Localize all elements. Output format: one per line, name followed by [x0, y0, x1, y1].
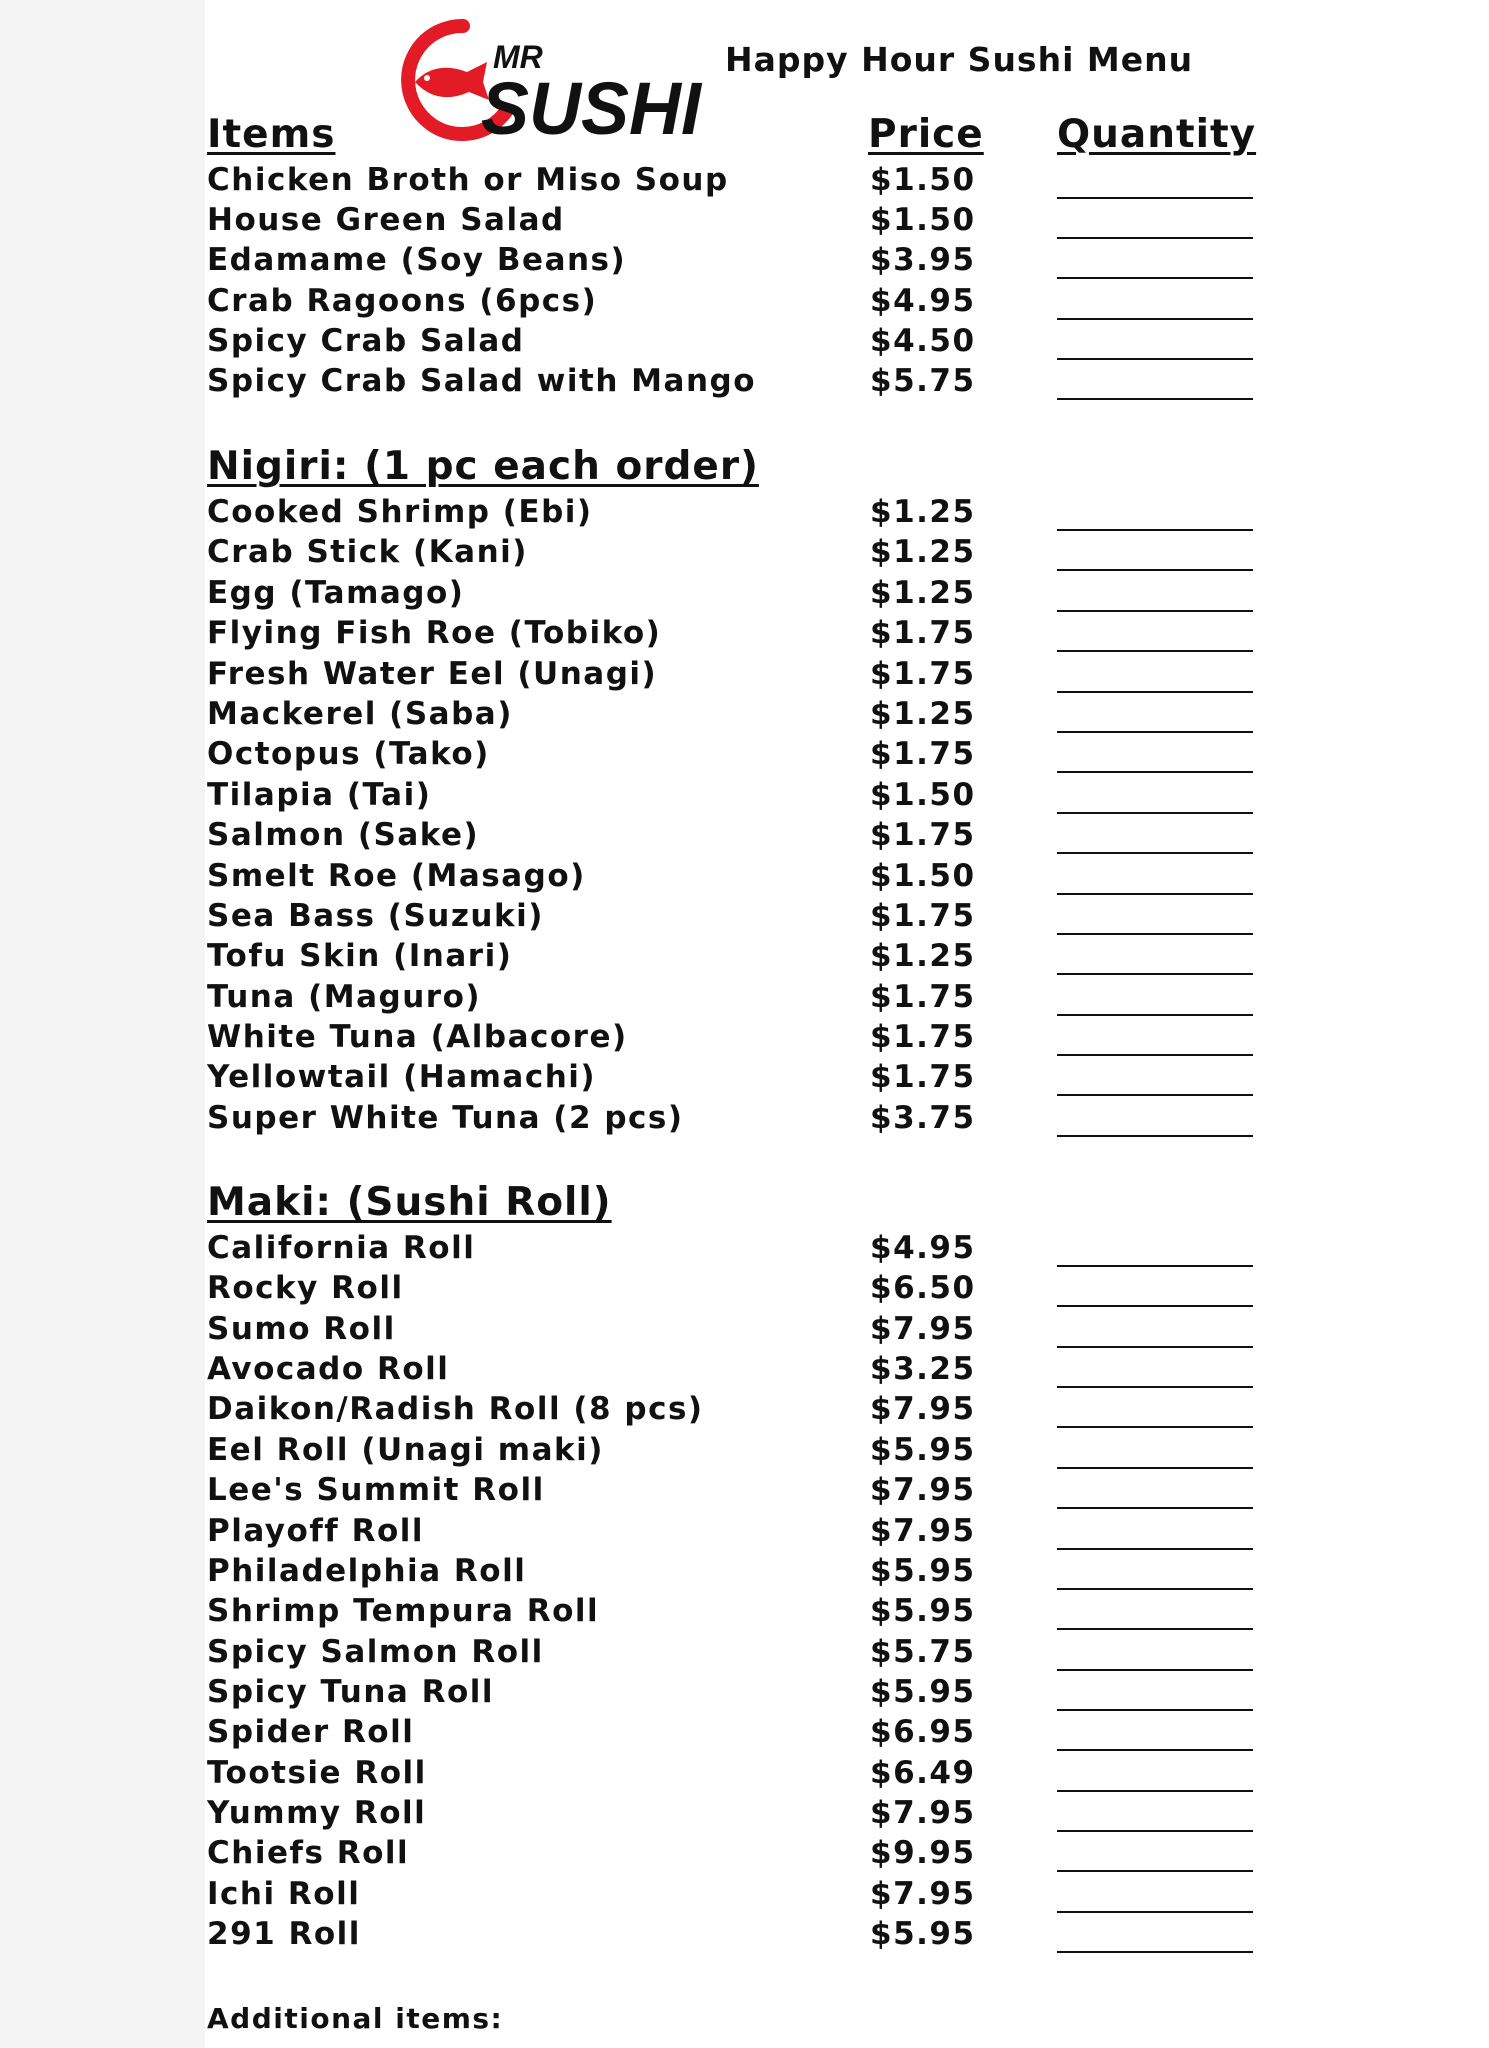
quantity-blank	[1057, 610, 1253, 612]
item-name: Egg (Tamago)	[207, 575, 465, 611]
item-name: Spider Roll	[207, 1714, 415, 1750]
menu-item	[205, 534, 1305, 574]
item-price: $5.95	[870, 1432, 976, 1468]
item-price: $5.75	[870, 363, 976, 399]
quantity-blank	[1057, 1588, 1253, 1590]
item-price: $5.75	[870, 1634, 976, 1670]
quantity-blank	[1057, 237, 1253, 239]
menu-page	[205, 0, 1489, 2048]
item-price: $4.95	[870, 1230, 976, 1266]
quantity-blank	[1057, 1749, 1253, 1751]
item-name: Avocado Roll	[207, 1351, 450, 1387]
item-price: $7.95	[870, 1311, 976, 1347]
quantity-blank	[1057, 1709, 1253, 1711]
quantity-blank	[1057, 731, 1253, 733]
menu-item	[205, 1059, 1305, 1099]
maki-section-heading: Maki: (Sushi Roll)	[207, 1180, 612, 1225]
item-price: $1.25	[870, 534, 976, 570]
menu-item	[205, 1795, 1305, 1835]
quantity-blank	[1057, 569, 1253, 571]
quantity-blank	[1057, 650, 1253, 652]
item-name: Fresh Water Eel (Unagi)	[207, 656, 658, 692]
menu-item	[205, 858, 1305, 898]
menu-title: Happy Hour Sushi Menu	[725, 40, 1194, 79]
item-name: 291 Roll	[207, 1916, 361, 1952]
item-price: $1.50	[870, 162, 976, 198]
menu-item	[205, 494, 1305, 534]
item-name: Tilapia (Tai)	[207, 777, 432, 813]
menu-item	[205, 323, 1305, 363]
svg-text:MR: MR	[493, 39, 543, 75]
menu-item	[205, 1351, 1305, 1391]
quantity-blank	[1057, 771, 1253, 773]
quantity-blank	[1057, 1951, 1253, 1953]
item-price: $1.75	[870, 1059, 976, 1095]
quantity-blank	[1057, 277, 1253, 279]
item-price: $5.95	[870, 1916, 976, 1952]
item-price: $7.95	[870, 1795, 976, 1831]
item-price: $1.75	[870, 615, 976, 651]
item-price: $7.95	[870, 1513, 976, 1549]
quantity-blank	[1057, 933, 1253, 935]
menu-item	[205, 1634, 1305, 1674]
item-name: Yellowtail (Hamachi)	[207, 1059, 597, 1095]
menu-item	[205, 615, 1305, 655]
item-price: $1.25	[870, 696, 976, 732]
item-price: $1.75	[870, 1019, 976, 1055]
quantity-blank	[1057, 1346, 1253, 1348]
menu-item	[205, 1391, 1305, 1431]
quantity-blank	[1057, 1014, 1253, 1016]
item-price: $7.95	[870, 1472, 976, 1508]
item-name: Tootsie Roll	[207, 1755, 427, 1791]
item-price: $5.95	[870, 1553, 976, 1589]
menu-item	[205, 242, 1305, 282]
item-price: $5.95	[870, 1593, 976, 1629]
item-price: $6.50	[870, 1270, 976, 1306]
item-name: Flying Fish Roe (Tobiko)	[207, 615, 662, 651]
quantity-blank	[1057, 1305, 1253, 1307]
menu-item	[205, 1472, 1305, 1512]
menu-item	[205, 1100, 1305, 1140]
item-price: $1.75	[870, 736, 976, 772]
item-price: $3.75	[870, 1100, 976, 1136]
additional-items-label: Additional items:	[207, 2002, 504, 2035]
quantity-blank	[1057, 358, 1253, 360]
item-price: $4.95	[870, 283, 976, 319]
menu-item	[205, 1714, 1305, 1754]
menu-item	[205, 202, 1305, 242]
item-name: Tuna (Maguro)	[207, 979, 482, 1015]
quantity-blank	[1057, 812, 1253, 814]
quantity-blank	[1057, 1507, 1253, 1509]
item-price: $4.50	[870, 323, 976, 359]
menu-item	[205, 1270, 1305, 1310]
item-name: Lee's Summit Roll	[207, 1472, 545, 1508]
quantity-blank	[1057, 1265, 1253, 1267]
quantity-blank	[1057, 893, 1253, 895]
item-name: Chicken Broth or Miso Soup	[207, 162, 729, 198]
menu-item	[205, 1674, 1305, 1714]
menu-item	[205, 696, 1305, 736]
item-name: Daikon/Radish Roll (8 pcs)	[207, 1391, 704, 1427]
item-price: $1.50	[870, 858, 976, 894]
menu-item	[205, 575, 1305, 615]
quantity-blank	[1057, 1386, 1253, 1388]
quantity-blank	[1057, 398, 1253, 400]
item-name: Eel Roll (Unagi maki)	[207, 1432, 604, 1468]
quantity-column-header: Quantity	[1057, 112, 1257, 157]
menu-item	[205, 1553, 1305, 1593]
item-name: Smelt Roe (Masago)	[207, 858, 586, 894]
item-price: $3.25	[870, 1351, 976, 1387]
quantity-blank	[1057, 1628, 1253, 1630]
item-price: $1.50	[870, 202, 976, 238]
item-name: Rocky Roll	[207, 1270, 404, 1306]
item-name: Octopus (Tako)	[207, 736, 490, 772]
item-price: $1.25	[870, 575, 976, 611]
quantity-blank	[1057, 691, 1253, 693]
item-price: $7.95	[870, 1876, 976, 1912]
menu-item	[205, 817, 1305, 857]
item-name: Shrimp Tempura Roll	[207, 1593, 600, 1629]
quantity-blank	[1057, 1870, 1253, 1872]
menu-item	[205, 1835, 1305, 1875]
item-price: $5.95	[870, 1674, 976, 1710]
menu-item	[205, 979, 1305, 1019]
item-name: Edamame (Soy Beans)	[207, 242, 627, 278]
item-price: $3.95	[870, 242, 976, 278]
item-name: Mackerel (Saba)	[207, 696, 513, 732]
item-name: Spicy Salmon Roll	[207, 1634, 544, 1670]
item-name: White Tuna (Albacore)	[207, 1019, 628, 1055]
item-name: Philadelphia Roll	[207, 1553, 527, 1589]
svg-text:SUSHI: SUSHI	[481, 67, 703, 142]
menu-item	[205, 736, 1305, 776]
item-name: Spicy Crab Salad with Mango	[207, 363, 757, 399]
mr-sushi-logo	[375, 12, 705, 142]
item-price: $1.25	[870, 938, 976, 974]
item-name: Ichi Roll	[207, 1876, 361, 1912]
item-name: Cooked Shrimp (Ebi)	[207, 494, 593, 530]
price-column-header: Price	[868, 112, 984, 157]
item-price: $1.75	[870, 979, 976, 1015]
item-price: $7.95	[870, 1391, 976, 1427]
quantity-blank	[1057, 1911, 1253, 1913]
quantity-blank	[1057, 973, 1253, 975]
nigiri-section-heading: Nigiri: (1 pc each order)	[207, 444, 759, 489]
item-price: $1.75	[870, 656, 976, 692]
item-name: Salmon (Sake)	[207, 817, 480, 853]
quantity-blank	[1057, 529, 1253, 531]
quantity-blank	[1057, 318, 1253, 320]
menu-item	[205, 1432, 1305, 1472]
menu-item	[205, 363, 1305, 403]
item-name: Spicy Tuna Roll	[207, 1674, 495, 1710]
quantity-blank	[1057, 1790, 1253, 1792]
menu-item	[205, 1019, 1305, 1059]
item-name: Sumo Roll	[207, 1311, 396, 1347]
menu-item	[205, 1513, 1305, 1553]
item-name: Sea Bass (Suzuki)	[207, 898, 544, 934]
item-name: Chiefs Roll	[207, 1835, 410, 1871]
quantity-blank	[1057, 1426, 1253, 1428]
menu-item	[205, 1916, 1305, 1956]
item-name: House Green Salad	[207, 202, 565, 238]
menu-item	[205, 1230, 1305, 1270]
quantity-blank	[1057, 1094, 1253, 1096]
item-name: Crab Ragoons (6pcs)	[207, 283, 598, 319]
quantity-blank	[1057, 1135, 1253, 1137]
item-name: Tofu Skin (Inari)	[207, 938, 513, 974]
menu-item	[205, 898, 1305, 938]
quantity-blank	[1057, 197, 1253, 199]
menu-item	[205, 1876, 1305, 1916]
menu-item	[205, 1755, 1305, 1795]
quantity-blank	[1057, 1054, 1253, 1056]
item-price: $1.50	[870, 777, 976, 813]
menu-item	[205, 777, 1305, 817]
quantity-blank	[1057, 1669, 1253, 1671]
menu-item	[205, 162, 1305, 202]
item-price: $6.49	[870, 1755, 976, 1791]
item-price: $1.75	[870, 817, 976, 853]
menu-item	[205, 283, 1305, 323]
quantity-blank	[1057, 852, 1253, 854]
quantity-blank	[1057, 1467, 1253, 1469]
quantity-blank	[1057, 1830, 1253, 1832]
item-price: $6.95	[870, 1714, 976, 1750]
item-name: California Roll	[207, 1230, 476, 1266]
menu-item	[205, 656, 1305, 696]
menu-item	[205, 938, 1305, 978]
item-name: Crab Stick (Kani)	[207, 534, 528, 570]
item-price: $9.95	[870, 1835, 976, 1871]
item-name: Spicy Crab Salad	[207, 323, 525, 359]
item-price: $1.75	[870, 898, 976, 934]
item-price: $1.25	[870, 494, 976, 530]
menu-item	[205, 1593, 1305, 1633]
items-column-header: Items	[207, 112, 336, 157]
item-name: Yummy Roll	[207, 1795, 427, 1831]
quantity-blank	[1057, 1548, 1253, 1550]
item-name: Playoff Roll	[207, 1513, 425, 1549]
item-name: Super White Tuna (2 pcs)	[207, 1100, 684, 1136]
menu-item	[205, 1311, 1305, 1351]
